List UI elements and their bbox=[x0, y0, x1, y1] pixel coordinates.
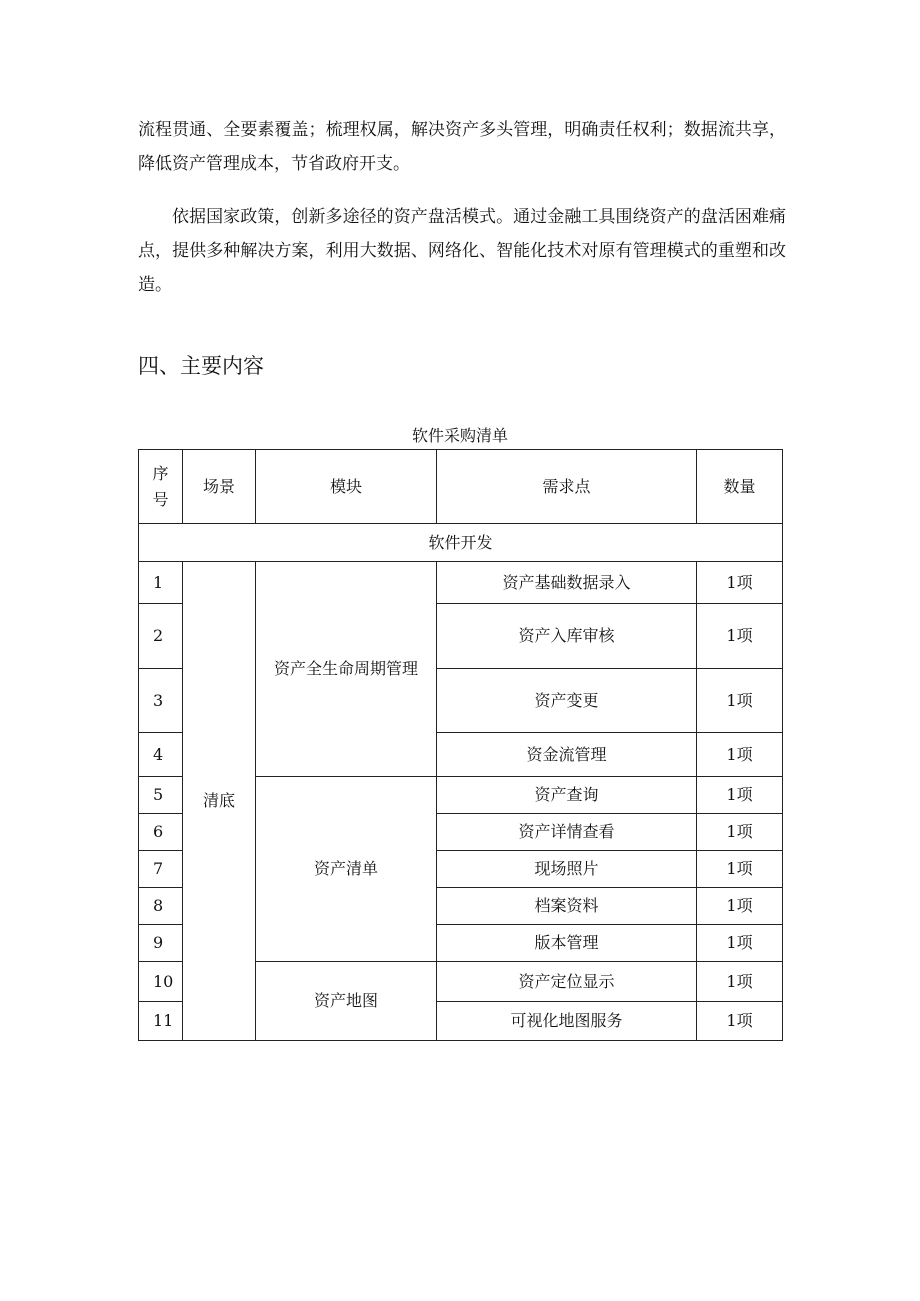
row-number: 7 bbox=[139, 851, 183, 888]
header-quantity: 数量 bbox=[697, 450, 783, 524]
procurement-table bbox=[138, 449, 783, 1041]
requirement-cell: 资产变更 bbox=[437, 669, 697, 733]
row-number: 1 bbox=[139, 562, 183, 604]
row-number: 5 bbox=[139, 777, 183, 814]
requirement-cell: 资产查询 bbox=[437, 777, 697, 814]
module-cell: 资产全生命周期管理 bbox=[256, 562, 437, 777]
row-number: 2 bbox=[139, 604, 183, 669]
row-number: 10 bbox=[139, 962, 183, 1002]
section-heading: 四、主要内容 bbox=[138, 354, 264, 378]
quantity-cell: 1项 bbox=[697, 604, 783, 669]
requirement-cell: 可视化地图服务 bbox=[437, 1002, 697, 1041]
body-paragraph: 流程贯通、全要素覆盖；梳理权属，解决资产多头管理，明确责任权利；数据流共享，降低资产管理成本，节省政府开支。 bbox=[138, 120, 786, 174]
table-row bbox=[139, 562, 783, 604]
module-cell: 资产清单 bbox=[256, 777, 437, 962]
header-module: 模块 bbox=[256, 450, 437, 524]
requirement-cell: 资产定位显示 bbox=[437, 962, 697, 1002]
quantity-cell: 1项 bbox=[697, 777, 783, 814]
quantity-cell: 1项 bbox=[697, 962, 783, 1002]
quantity-cell: 1项 bbox=[697, 814, 783, 851]
quantity-cell: 1项 bbox=[697, 1002, 783, 1041]
quantity-cell: 1项 bbox=[697, 562, 783, 604]
requirement-cell: 版本管理 bbox=[437, 925, 697, 962]
table-header-row bbox=[139, 450, 783, 524]
section-row bbox=[139, 524, 783, 562]
body-paragraph: 依据国家政策，创新多途径的资产盘活模式。通过金融工具围绕资产的盘活困难痛点，提供多种解决方案，利用大数据、网络化、智能化技术对原有管理模式的重塑和改造。 bbox=[138, 207, 786, 295]
quantity-cell: 1项 bbox=[697, 888, 783, 925]
requirement-cell: 档案资料 bbox=[437, 888, 697, 925]
requirement-cell: 现场照片 bbox=[437, 851, 697, 888]
row-number: 11 bbox=[139, 1002, 183, 1041]
quantity-cell: 1项 bbox=[697, 925, 783, 962]
requirement-cell: 资产入库审核 bbox=[437, 604, 697, 669]
scene-cell: 清底 bbox=[183, 562, 256, 1041]
quantity-cell: 1项 bbox=[697, 669, 783, 733]
table-caption: 软件采购清单 bbox=[411, 426, 508, 445]
row-number: 3 bbox=[139, 669, 183, 733]
quantity-cell: 1项 bbox=[697, 851, 783, 888]
quantity-cell: 1项 bbox=[697, 733, 783, 777]
row-number: 9 bbox=[139, 925, 183, 962]
row-number: 4 bbox=[139, 733, 183, 777]
requirement-cell: 资金流管理 bbox=[437, 733, 697, 777]
module-cell: 资产地图 bbox=[256, 962, 437, 1041]
header-no: 序号 bbox=[139, 450, 183, 524]
header-scene: 场景 bbox=[183, 450, 256, 524]
requirement-cell: 资产详情查看 bbox=[437, 814, 697, 851]
row-number: 8 bbox=[139, 888, 183, 925]
row-number: 6 bbox=[139, 814, 183, 851]
header-requirement: 需求点 bbox=[437, 450, 697, 524]
requirement-cell: 资产基础数据录入 bbox=[437, 562, 697, 604]
section-label: 软件开发 bbox=[139, 524, 783, 562]
